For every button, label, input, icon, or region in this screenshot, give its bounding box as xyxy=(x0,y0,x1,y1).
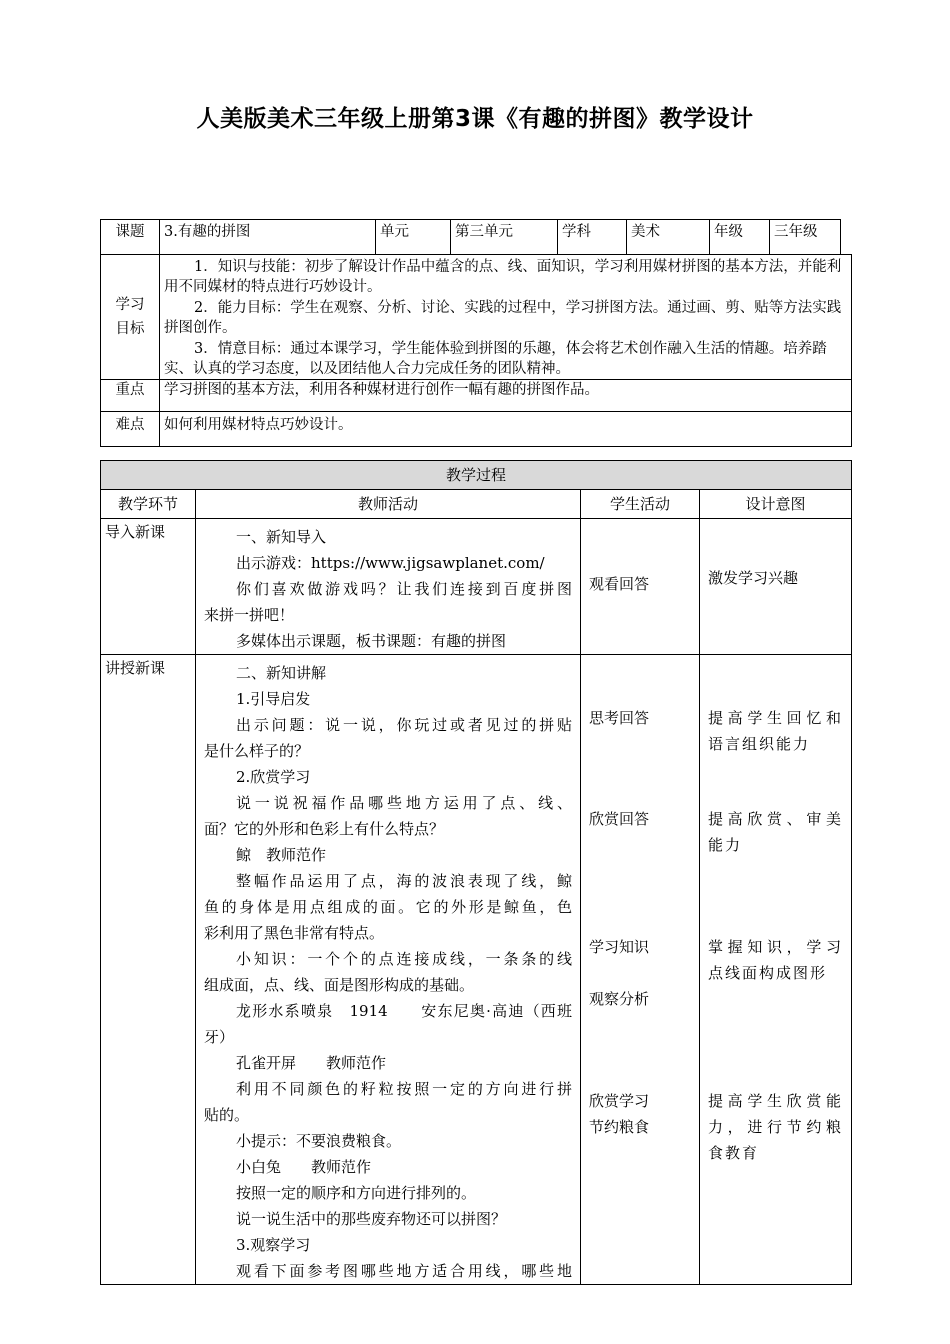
teach-line-2: 1.引导启发 xyxy=(236,690,311,708)
intro-stage: 导入新课 xyxy=(101,519,196,655)
teaching-process-table xyxy=(100,460,852,1285)
teach-line-8: 鲸 教师范作 xyxy=(236,846,327,864)
teach-line-11: 彩利用了黑色非常有特点。 xyxy=(204,924,385,942)
teach-student-4: 观察分析 xyxy=(589,990,650,1008)
difficulty-row xyxy=(101,412,852,447)
intro-design: 激发学习兴趣 xyxy=(708,569,799,587)
teach-line-15: 牙） xyxy=(204,1028,235,1046)
teach-student-1: 思考回答 xyxy=(589,709,650,727)
header-teacher: 教师活动 xyxy=(196,490,581,519)
intro-line-2: 出示游戏：https://www.jigsawplanet.com/ xyxy=(236,554,545,572)
teach-line-1: 二、新知讲解 xyxy=(236,664,327,682)
objectives-label xyxy=(101,255,160,380)
teach-line-5: 2.欣赏学习 xyxy=(236,768,311,786)
objectives-label-text: 学习目标 xyxy=(115,297,145,337)
header-stage: 教学环节 xyxy=(101,490,196,519)
teach-student-3: 学习知识 xyxy=(589,938,650,956)
teach-design-cell xyxy=(700,655,852,1285)
teach-line-7: 面？它的外形和色彩上有什么特点？ xyxy=(204,820,445,838)
teach-line-20: 小白兔 教师范作 xyxy=(236,1158,372,1176)
teach-line-3: 出示问题：说一说，你玩过或者见过的拼贴 xyxy=(236,716,572,734)
teach-student-cell xyxy=(581,655,700,1285)
teach-student-6: 节约粮食 xyxy=(589,1118,650,1136)
difficulty-value: 如何利用媒材特点巧妙设计。 xyxy=(160,412,852,447)
intro-design-cell xyxy=(700,519,852,655)
key-value: 学习拼图的基本方法，利用各种媒材进行创作一幅有趣的拼图作品。 xyxy=(160,380,852,412)
unit-value: 第三单元 xyxy=(451,220,558,255)
intro-line-5: 多媒体出示课题，板书课题：有趣的拼图 xyxy=(236,632,507,650)
objectives-cell xyxy=(160,255,852,380)
course-info-header-row xyxy=(101,220,852,255)
teach-row xyxy=(101,655,852,1285)
objective-3: 3．情意目标：通过本课学习，学生能体验到拼图的乐趣，体会将艺术创作融入生活的情趣。培养踏实、认真的学习态度，以及团结他人合力完成任务的团队精神。 xyxy=(164,341,827,377)
intro-student: 观看回答 xyxy=(589,575,650,593)
teach-design-3: 掌握知识，学习点线面构成图形 xyxy=(708,938,844,982)
teach-student-2: 欣赏回答 xyxy=(589,810,650,828)
objectives-row xyxy=(101,255,852,380)
teach-line-23: 3.观察学习 xyxy=(236,1236,311,1254)
objective-1: 1．知识与技能：初步了解设计作品中蕴含的点、线、面知识，学习利用媒材拼图的基本方法，并能利用不同媒材的特点进行巧妙设计。 xyxy=(164,259,842,295)
teach-line-9: 整幅作品运用了点，海的波浪表现了线，鲸 xyxy=(236,872,572,890)
intro-student-cell xyxy=(581,519,700,655)
intro-row xyxy=(101,519,852,655)
teach-line-14: 龙形水系喷泉 1914 安东尼奥·高迪（西班 xyxy=(236,1002,572,1020)
course-info-table xyxy=(100,219,852,447)
teach-line-21: 按照一定的顺序和方向进行排列的。 xyxy=(236,1184,477,1202)
teach-line-6: 说一说祝福作品哪些地方运用了点、线、 xyxy=(236,794,572,812)
teach-student-5: 欣赏学习 xyxy=(589,1092,650,1110)
teach-teacher-cell xyxy=(196,655,581,1285)
header-student: 学生活动 xyxy=(581,490,700,519)
teach-line-24: 观看下面参考图哪些地方适合用线，哪些地 xyxy=(236,1262,572,1280)
teach-line-18: 贴的。 xyxy=(204,1106,250,1124)
intro-line-3: 你们喜欢做游戏吗？让我们连接到百度拼图 xyxy=(236,580,572,598)
process-header-row xyxy=(101,490,852,519)
process-banner: 教学过程 xyxy=(101,461,852,490)
intro-line-1: 一、新知导入 xyxy=(236,528,327,546)
teach-line-12: 小知识：一个个的点连接成线，一条条的线 xyxy=(236,950,572,968)
course-value: 3.有趣的拼图 xyxy=(160,220,376,255)
unit-label: 单元 xyxy=(376,220,451,255)
subject-label: 学科 xyxy=(558,220,627,255)
intro-line-4: 来拼一拼吧！ xyxy=(204,606,295,624)
teach-design-1: 提高学生回忆和语言组织能力 xyxy=(708,709,844,753)
teach-line-22: 说一说生活中的那些废弃物还可以拼图？ xyxy=(236,1210,507,1228)
subject-value: 美术 xyxy=(627,220,710,255)
header-design: 设计意图 xyxy=(700,490,852,519)
teach-design-4: 提高学生欣赏能力，进行节约粮食教育 xyxy=(708,1092,844,1162)
teach-line-19: 小提示：不要浪费粮食。 xyxy=(236,1132,402,1150)
objective-2: 2．能力目标：学生在观察、分析、讨论、实践的过程中，学习拼图方法。通过画、剪、贴等方法实践拼图创作。 xyxy=(164,300,842,336)
teach-design-2: 提高欣赏、审美能力 xyxy=(708,810,844,854)
difficulty-label: 难点 xyxy=(101,412,160,447)
key-label: 重点 xyxy=(101,380,160,412)
course-label: 课题 xyxy=(101,220,160,255)
teach-line-13: 组成面，点、线、面是图形构成的基础。 xyxy=(204,976,475,994)
key-point-row xyxy=(101,380,852,412)
teach-line-17: 利用不同颜色的籽粒按照一定的方向进行拼 xyxy=(236,1080,572,1098)
grade-label: 年级 xyxy=(710,220,770,255)
intro-teacher-cell xyxy=(196,519,581,655)
teach-line-16: 孔雀开屏 教师范作 xyxy=(236,1054,387,1072)
teach-line-4: 是什么样子的？ xyxy=(204,742,310,760)
grade-value: 三年级 xyxy=(770,220,841,255)
page-title: 人美版美术三年级上册第3课《有趣的拼图》教学设计 xyxy=(196,106,754,132)
process-banner-row xyxy=(101,461,852,490)
header-spacer xyxy=(841,220,852,255)
teach-stage: 讲授新课 xyxy=(101,655,196,1285)
teach-line-10: 鱼的身体是用点组成的面。它的外形是鲸鱼，色 xyxy=(204,898,572,916)
